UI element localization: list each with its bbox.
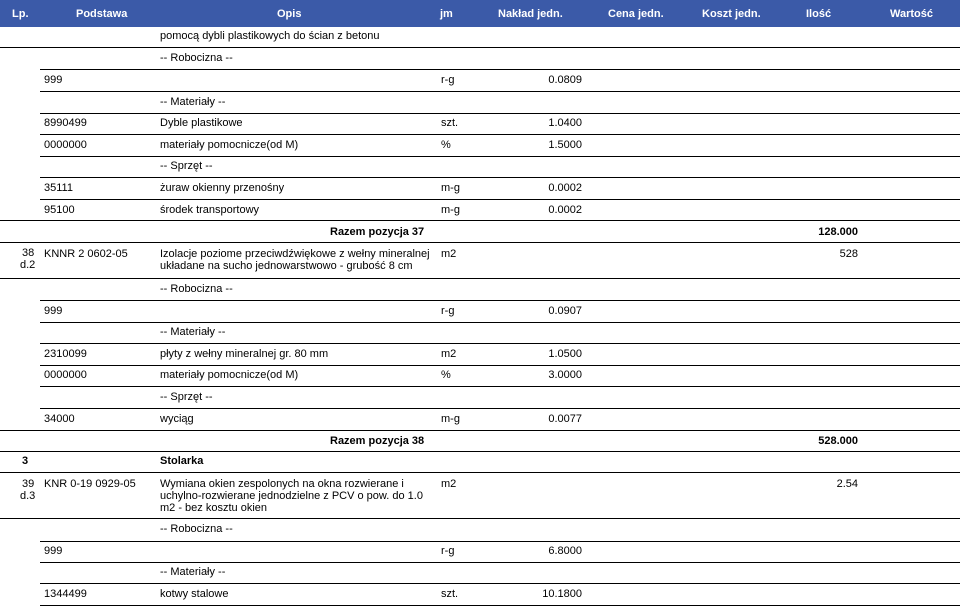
resource-norm: 0.0809 xyxy=(548,74,582,86)
divider xyxy=(0,518,960,519)
resource-norm: 1.0500 xyxy=(548,348,582,360)
resource-name: żuraw okienny przenośny xyxy=(160,182,285,194)
divider xyxy=(40,605,960,606)
resource-norm: 6.8000 xyxy=(548,545,582,557)
resource-unit: r-g xyxy=(441,74,455,86)
col-jm: jm xyxy=(440,8,453,20)
resource-unit: m-g xyxy=(441,204,460,216)
divider xyxy=(0,220,960,221)
position-desc-line: układane na sucho jednowarstwowo - grubość 8 cm xyxy=(160,260,413,272)
divider xyxy=(40,134,960,135)
resource-code: 35111 xyxy=(44,182,73,194)
divider xyxy=(0,242,960,243)
divider xyxy=(40,343,960,344)
position-sub: d.3 xyxy=(20,490,36,502)
divider xyxy=(40,156,960,157)
divider xyxy=(40,113,960,114)
divider xyxy=(40,91,960,92)
table-header xyxy=(0,0,960,27)
divider xyxy=(0,278,960,279)
resource-unit: % xyxy=(441,139,451,151)
position-number: 38 xyxy=(22,247,35,259)
divider xyxy=(40,365,960,366)
position-basis: KNR 0-19 0929-05 xyxy=(44,478,136,490)
resource-code: 999 xyxy=(44,74,63,86)
divider xyxy=(40,199,960,200)
labor-header: -- Robocizna -- xyxy=(160,523,233,535)
position-desc-line: Wymiana okien zespolonych na okna rozwierane i xyxy=(160,478,404,490)
section-title: Stolarka xyxy=(160,455,204,467)
resource-name: wyciąg xyxy=(160,413,194,425)
resource-norm: 1.0400 xyxy=(548,117,582,129)
position-quantity: 528 xyxy=(839,248,858,260)
position-quantity: 2.54 xyxy=(836,478,858,490)
resource-unit: m-g xyxy=(441,182,460,194)
divider xyxy=(0,430,960,431)
equipment-header: -- Sprzęt -- xyxy=(160,160,213,172)
col-wartosc: Wartość xyxy=(890,8,933,20)
resource-code: 95100 xyxy=(44,204,75,216)
resource-code: 0000000 xyxy=(44,139,87,151)
resource-name: środek transportowy xyxy=(160,204,260,216)
resource-name: płyty z wełny mineralnej gr. 80 mm xyxy=(160,348,329,360)
divider xyxy=(40,408,960,409)
col-koszt: Koszt jedn. xyxy=(702,8,761,20)
resource-unit: szt. xyxy=(441,588,459,600)
divider xyxy=(0,451,960,452)
position-number: 39 xyxy=(22,478,35,490)
col-naklad: Nakład jedn. xyxy=(498,8,563,20)
labor-header: -- Robocizna -- xyxy=(160,52,233,64)
divider xyxy=(40,69,960,70)
divider xyxy=(40,177,960,178)
divider xyxy=(40,562,960,563)
position-sub: d.2 xyxy=(20,259,36,271)
equipment-header: -- Sprzęt -- xyxy=(160,391,213,403)
resource-code: 1344499 xyxy=(44,588,87,600)
position-total-label: Razem pozycja 37 xyxy=(330,226,425,238)
divider xyxy=(40,541,960,542)
resource-norm: 0.0002 xyxy=(548,182,582,194)
position-total-value: 528.000 xyxy=(818,435,858,447)
resource-norm: 10.1800 xyxy=(542,588,582,600)
resource-unit: szt. xyxy=(441,117,459,129)
resource-code: 999 xyxy=(44,305,63,317)
materials-header: -- Materiały -- xyxy=(160,96,226,108)
resource-name: materiały pomocnicze(od M) xyxy=(160,369,299,381)
resource-code: 2310099 xyxy=(44,348,87,360)
col-cena: Cena jedn. xyxy=(608,8,664,20)
position-total-value: 128.000 xyxy=(818,226,858,238)
materials-header: -- Materiały -- xyxy=(160,326,226,338)
resource-norm: 1.5000 xyxy=(548,139,582,151)
resource-unit: m-g xyxy=(441,413,460,425)
resource-code: 34000 xyxy=(44,413,75,425)
col-lp: Lp. xyxy=(12,8,29,20)
divider xyxy=(40,583,960,584)
position-desc-line: Izolacje poziome przeciwdźwiękowe z wełny mineralnej xyxy=(160,248,430,260)
position-basis: KNNR 2 0602-05 xyxy=(44,248,128,260)
resource-norm: 3.0000 xyxy=(548,369,582,381)
divider xyxy=(40,386,960,387)
resource-unit: r-g xyxy=(441,545,455,557)
position-desc-line: uchylno-rozwierane jednodzielne z PCV o pow. do 1.0 xyxy=(160,490,423,502)
col-podstawa: Podstawa xyxy=(76,8,128,20)
divider xyxy=(40,322,960,323)
labor-header: -- Robocizna -- xyxy=(160,283,233,295)
position-unit: m2 xyxy=(441,478,457,490)
resource-unit: r-g xyxy=(441,305,455,317)
resource-name: Dyble plastikowe xyxy=(160,117,243,129)
divider xyxy=(0,47,960,48)
col-ilosc: Ilość xyxy=(806,8,832,20)
position-desc-line: m2 - bez kosztu okien xyxy=(160,502,267,514)
resource-code: 999 xyxy=(44,545,63,557)
resource-norm: 0.0907 xyxy=(548,305,582,317)
position-unit: m2 xyxy=(441,248,457,260)
section-number: 3 xyxy=(22,455,29,467)
resource-code: 8990499 xyxy=(44,117,87,129)
resource-name: materiały pomocnicze(od M) xyxy=(160,139,299,151)
resource-name: kotwy stalowe xyxy=(160,588,229,600)
materials-header: -- Materiały -- xyxy=(160,566,226,578)
resource-norm: 0.0002 xyxy=(548,204,582,216)
resource-norm: 0.0077 xyxy=(548,413,582,425)
divider xyxy=(40,300,960,301)
position-total-label: Razem pozycja 38 xyxy=(330,435,425,447)
col-opis: Opis xyxy=(277,8,302,20)
divider xyxy=(0,472,960,473)
resource-unit: % xyxy=(441,369,451,381)
desc-continuation: pomocą dybli plastikowych do ścian z betonu xyxy=(160,30,380,42)
resource-unit: m2 xyxy=(441,348,457,360)
resource-code: 0000000 xyxy=(44,369,87,381)
